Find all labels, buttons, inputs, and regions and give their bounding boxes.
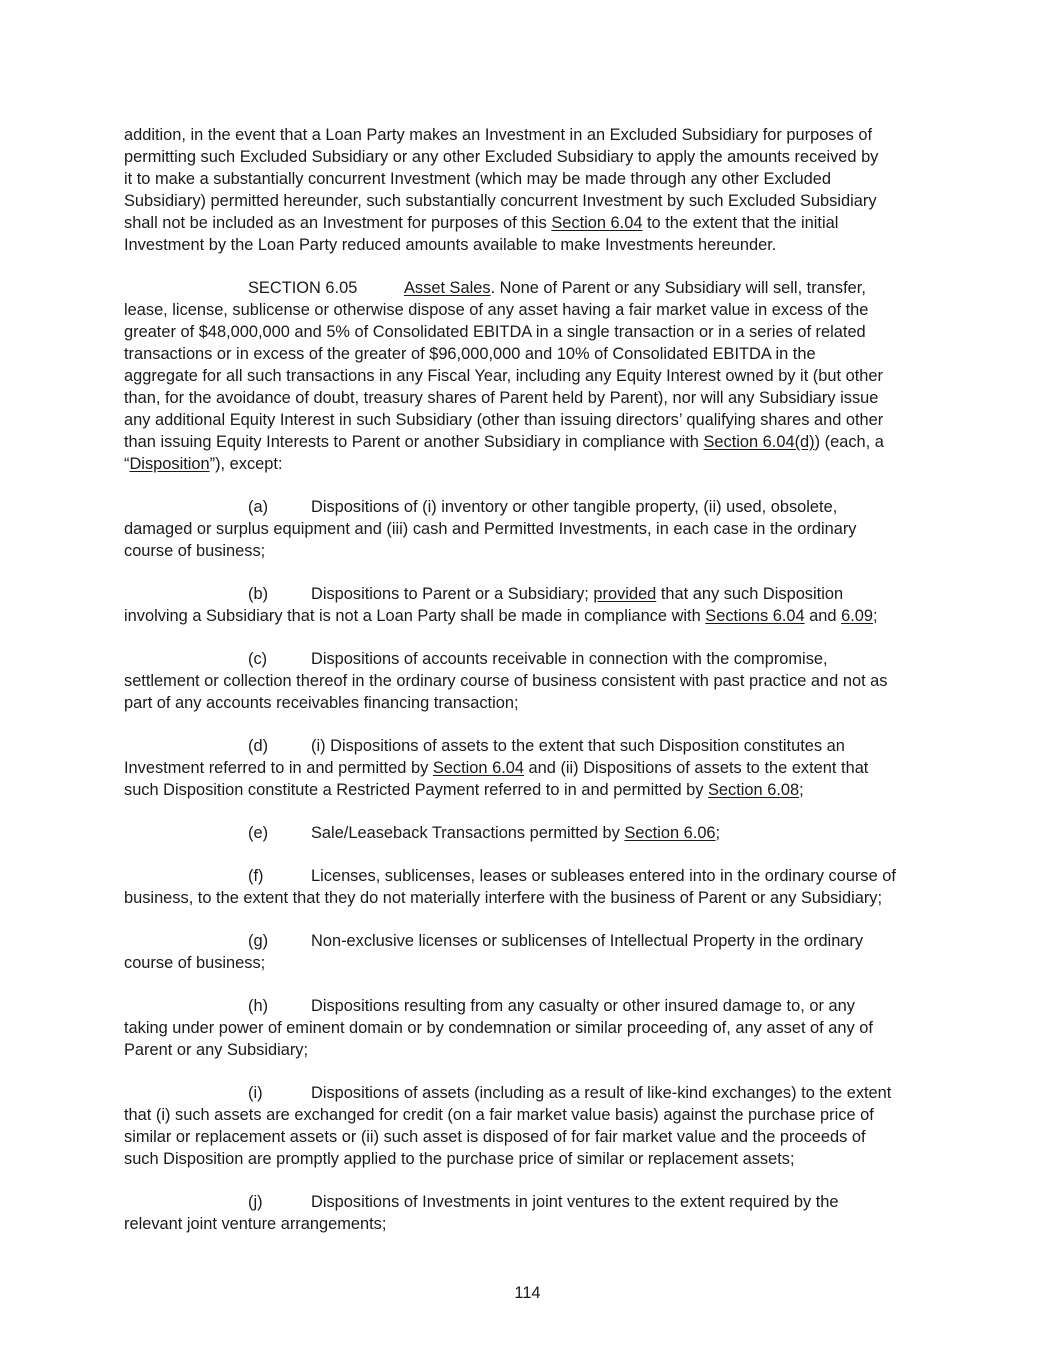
section-reference: Section 6.06 — [624, 824, 716, 842]
paragraph-spacer — [124, 909, 934, 930]
text-run: Dispositions resulting from any casualty or other insured damage to, or any — [311, 997, 855, 1015]
text-line: addition, in the event that a Loan Party makes an Investment in an Excluded Subsidiary for purposes of — [124, 126, 873, 144]
paragraph-spacer — [124, 714, 934, 735]
section-reference: Sections 6.04 — [705, 607, 805, 625]
text-run: ; — [715, 824, 721, 842]
clause-first-line — [124, 930, 934, 952]
paragraph-spacer — [124, 801, 934, 822]
clause-first-line — [124, 735, 934, 757]
paragraph-spacer — [124, 844, 934, 865]
document-page — [124, 124, 934, 1235]
text-line: Parent or any Subsidiary; — [124, 1041, 309, 1059]
defined-term: Disposition — [129, 455, 210, 473]
page-number: 114 — [514, 1284, 541, 1302]
text-line — [124, 212, 934, 234]
paragraph-spacer — [124, 1061, 934, 1082]
section-number: SECTION 6.05 — [248, 279, 358, 297]
text-line: relevant joint venture arrangements; — [124, 1215, 387, 1233]
paragraph-spacer — [124, 256, 934, 277]
text-run: shall not be included as an Investment for purposes of this — [124, 214, 552, 232]
text-line: course of business; — [124, 542, 266, 560]
text-line: it to make a substantially concurrent Investment (which may be made through any other Excluded — [124, 170, 831, 188]
text-line: such Disposition are promptly applied to the purchase price of similar or replacement assets; — [124, 1150, 795, 1168]
text-line: part of any accounts receivables financing transaction; — [124, 694, 519, 712]
text-run: Dispositions of Investments in joint ventures to the extent required by the — [311, 1193, 839, 1211]
text-line: any additional Equity Interest in such Subsidiary (other than issuing directors’ qualifying shares and other — [124, 411, 884, 429]
text-line: business, to the extent that they do not materially interfere with the business of Parent or any Subsidiary; — [124, 889, 883, 907]
clause-b — [124, 583, 934, 627]
text-run: Licenses, sublicenses, leases or subleases entered into in the ordinary course of — [311, 867, 896, 885]
text-run: (i) Dispositions of assets to the extent that such Disposition constitutes an — [311, 737, 845, 755]
clause-j — [124, 1191, 934, 1235]
text-run: “ — [124, 455, 130, 473]
text-run: Non-exclusive licenses or sublicenses of Intellectual Property in the ordinary — [311, 932, 864, 950]
defined-term: provided — [593, 585, 657, 603]
text-line: Subsidiary) permitted hereunder, such substantially concurrent Investment by such Excluded Subsidiary — [124, 192, 877, 210]
paragraph-spacer — [124, 475, 934, 496]
text-run: ”), except: — [209, 455, 283, 473]
clause-label: (c) — [248, 650, 268, 668]
text-run: than issuing Equity Interests to Parent or another Subsidiary in compliance with — [124, 433, 704, 451]
text-line — [124, 453, 934, 475]
paragraph-spacer — [124, 1170, 934, 1191]
text-run: Investment referred to in and permitted by — [124, 759, 433, 777]
text-run: such Disposition constitute a Restricted Payment referred to in and permitted by — [124, 781, 708, 799]
text-line: permitting such Excluded Subsidiary or any other Excluded Subsidiary to apply the amounts received by — [124, 148, 879, 166]
clause-label: (f) — [248, 867, 264, 885]
text-line — [124, 605, 934, 627]
text-line: taking under power of eminent domain or by condemnation or similar proceeding of, any asset of any of — [124, 1019, 873, 1037]
paragraph-spacer — [124, 562, 934, 583]
text-run: that any such Disposition — [656, 585, 844, 603]
text-run: ; — [872, 607, 878, 625]
clause-first-line — [124, 1191, 934, 1213]
section-reference: 6.09 — [841, 607, 873, 625]
paragraph-spacer — [124, 627, 934, 648]
clause-first-line — [124, 995, 934, 1017]
clause-label: (b) — [248, 585, 269, 603]
text-line: settlement or collection thereof in the ordinary course of business consistent with past practice and not as — [124, 672, 888, 690]
clause-a — [124, 496, 934, 562]
text-run: Dispositions of assets (including as a result of like-kind exchanges) to the extent — [311, 1084, 892, 1102]
text-run: . None of Parent or any Subsidiary will sell, transfer, — [490, 279, 866, 297]
text-run: and — [804, 607, 842, 625]
section-reference: Section 6.04 — [551, 214, 643, 232]
text-run: to the extent that the initial — [642, 214, 839, 232]
section-reference: Section 6.08 — [707, 781, 800, 799]
text-run: Sale/Leaseback Transactions permitted by — [311, 824, 625, 842]
clause-first-line — [124, 583, 934, 605]
text-run: and (ii) Dispositions of assets to the extent that — [523, 759, 869, 777]
text-line: similar or replacement assets or (ii) such asset is disposed of for fair market value and the proceeds of — [124, 1128, 866, 1146]
clause-label: (j) — [248, 1193, 263, 1211]
text-run: Dispositions of (i) inventory or other tangible property, (ii) used, obsolete, — [311, 498, 838, 516]
text-line: greater of $48,000,000 and 5% of Consolidated EBITDA in a single transaction or in a series of related — [124, 323, 866, 341]
clause-g — [124, 930, 934, 974]
clause-label: (i) — [248, 1084, 263, 1102]
clause-first-line — [124, 822, 934, 844]
section-title: Asset Sales — [404, 279, 491, 297]
text-run: involving a Subsidiary that is not a Loan Party shall be made in compliance with — [124, 607, 706, 625]
clause-c — [124, 648, 934, 714]
text-line: damaged or surplus equipment and (iii) cash and Permitted Investments, in each case in the ordinary — [124, 520, 857, 538]
clause-label: (g) — [248, 932, 269, 950]
section-heading-line — [124, 277, 934, 299]
text-run: ; — [799, 781, 804, 799]
clause-h — [124, 995, 934, 1061]
clause-d — [124, 735, 934, 801]
text-line: Investment by the Loan Party reduced amounts available to make Investments hereunder. — [124, 236, 777, 254]
clause-e — [124, 822, 934, 844]
section-reference: Section 6.04(d) — [703, 433, 815, 451]
section-reference: Section 6.04 — [432, 759, 524, 777]
intro-paragraph — [124, 124, 934, 256]
text-run: Dispositions of accounts receivable in connection with the compromise, — [311, 650, 828, 668]
text-line: than, for the avoidance of doubt, treasury shares of Parent held by Parent), nor will any Subsidiary issue — [124, 389, 879, 407]
section-6-05-paragraph — [124, 277, 934, 475]
clause-label: (d) — [248, 737, 269, 755]
text-line — [124, 431, 934, 453]
text-line — [124, 779, 934, 801]
clause-f — [124, 865, 934, 909]
text-line — [124, 757, 934, 779]
clause-label: (h) — [248, 997, 269, 1015]
clause-first-line — [124, 865, 934, 887]
text-line: transactions or in excess of the greater of $96,000,000 and 10% of Consolidated EBITDA in the — [124, 345, 816, 363]
text-run: Dispositions to Parent or a Subsidiary; — [311, 585, 594, 603]
text-run: ) (each, a — [814, 433, 884, 451]
paragraph-spacer — [124, 974, 934, 995]
text-line: lease, license, sublicense or otherwise dispose of any asset having a fair market value in excess of the — [124, 301, 869, 319]
clause-label: (a) — [248, 498, 269, 516]
text-line: aggregate for all such transactions in any Fiscal Year, including any Equity Interest owned by it (but other — [124, 367, 883, 385]
text-line: course of business; — [124, 954, 266, 972]
clause-label: (e) — [248, 824, 269, 842]
clause-first-line — [124, 1082, 934, 1104]
text-line: that (i) such assets are exchanged for credit (on a fair market value basis) against the purchase price of — [124, 1106, 874, 1124]
clause-first-line — [124, 648, 934, 670]
clause-i — [124, 1082, 934, 1170]
clause-first-line — [124, 496, 934, 518]
